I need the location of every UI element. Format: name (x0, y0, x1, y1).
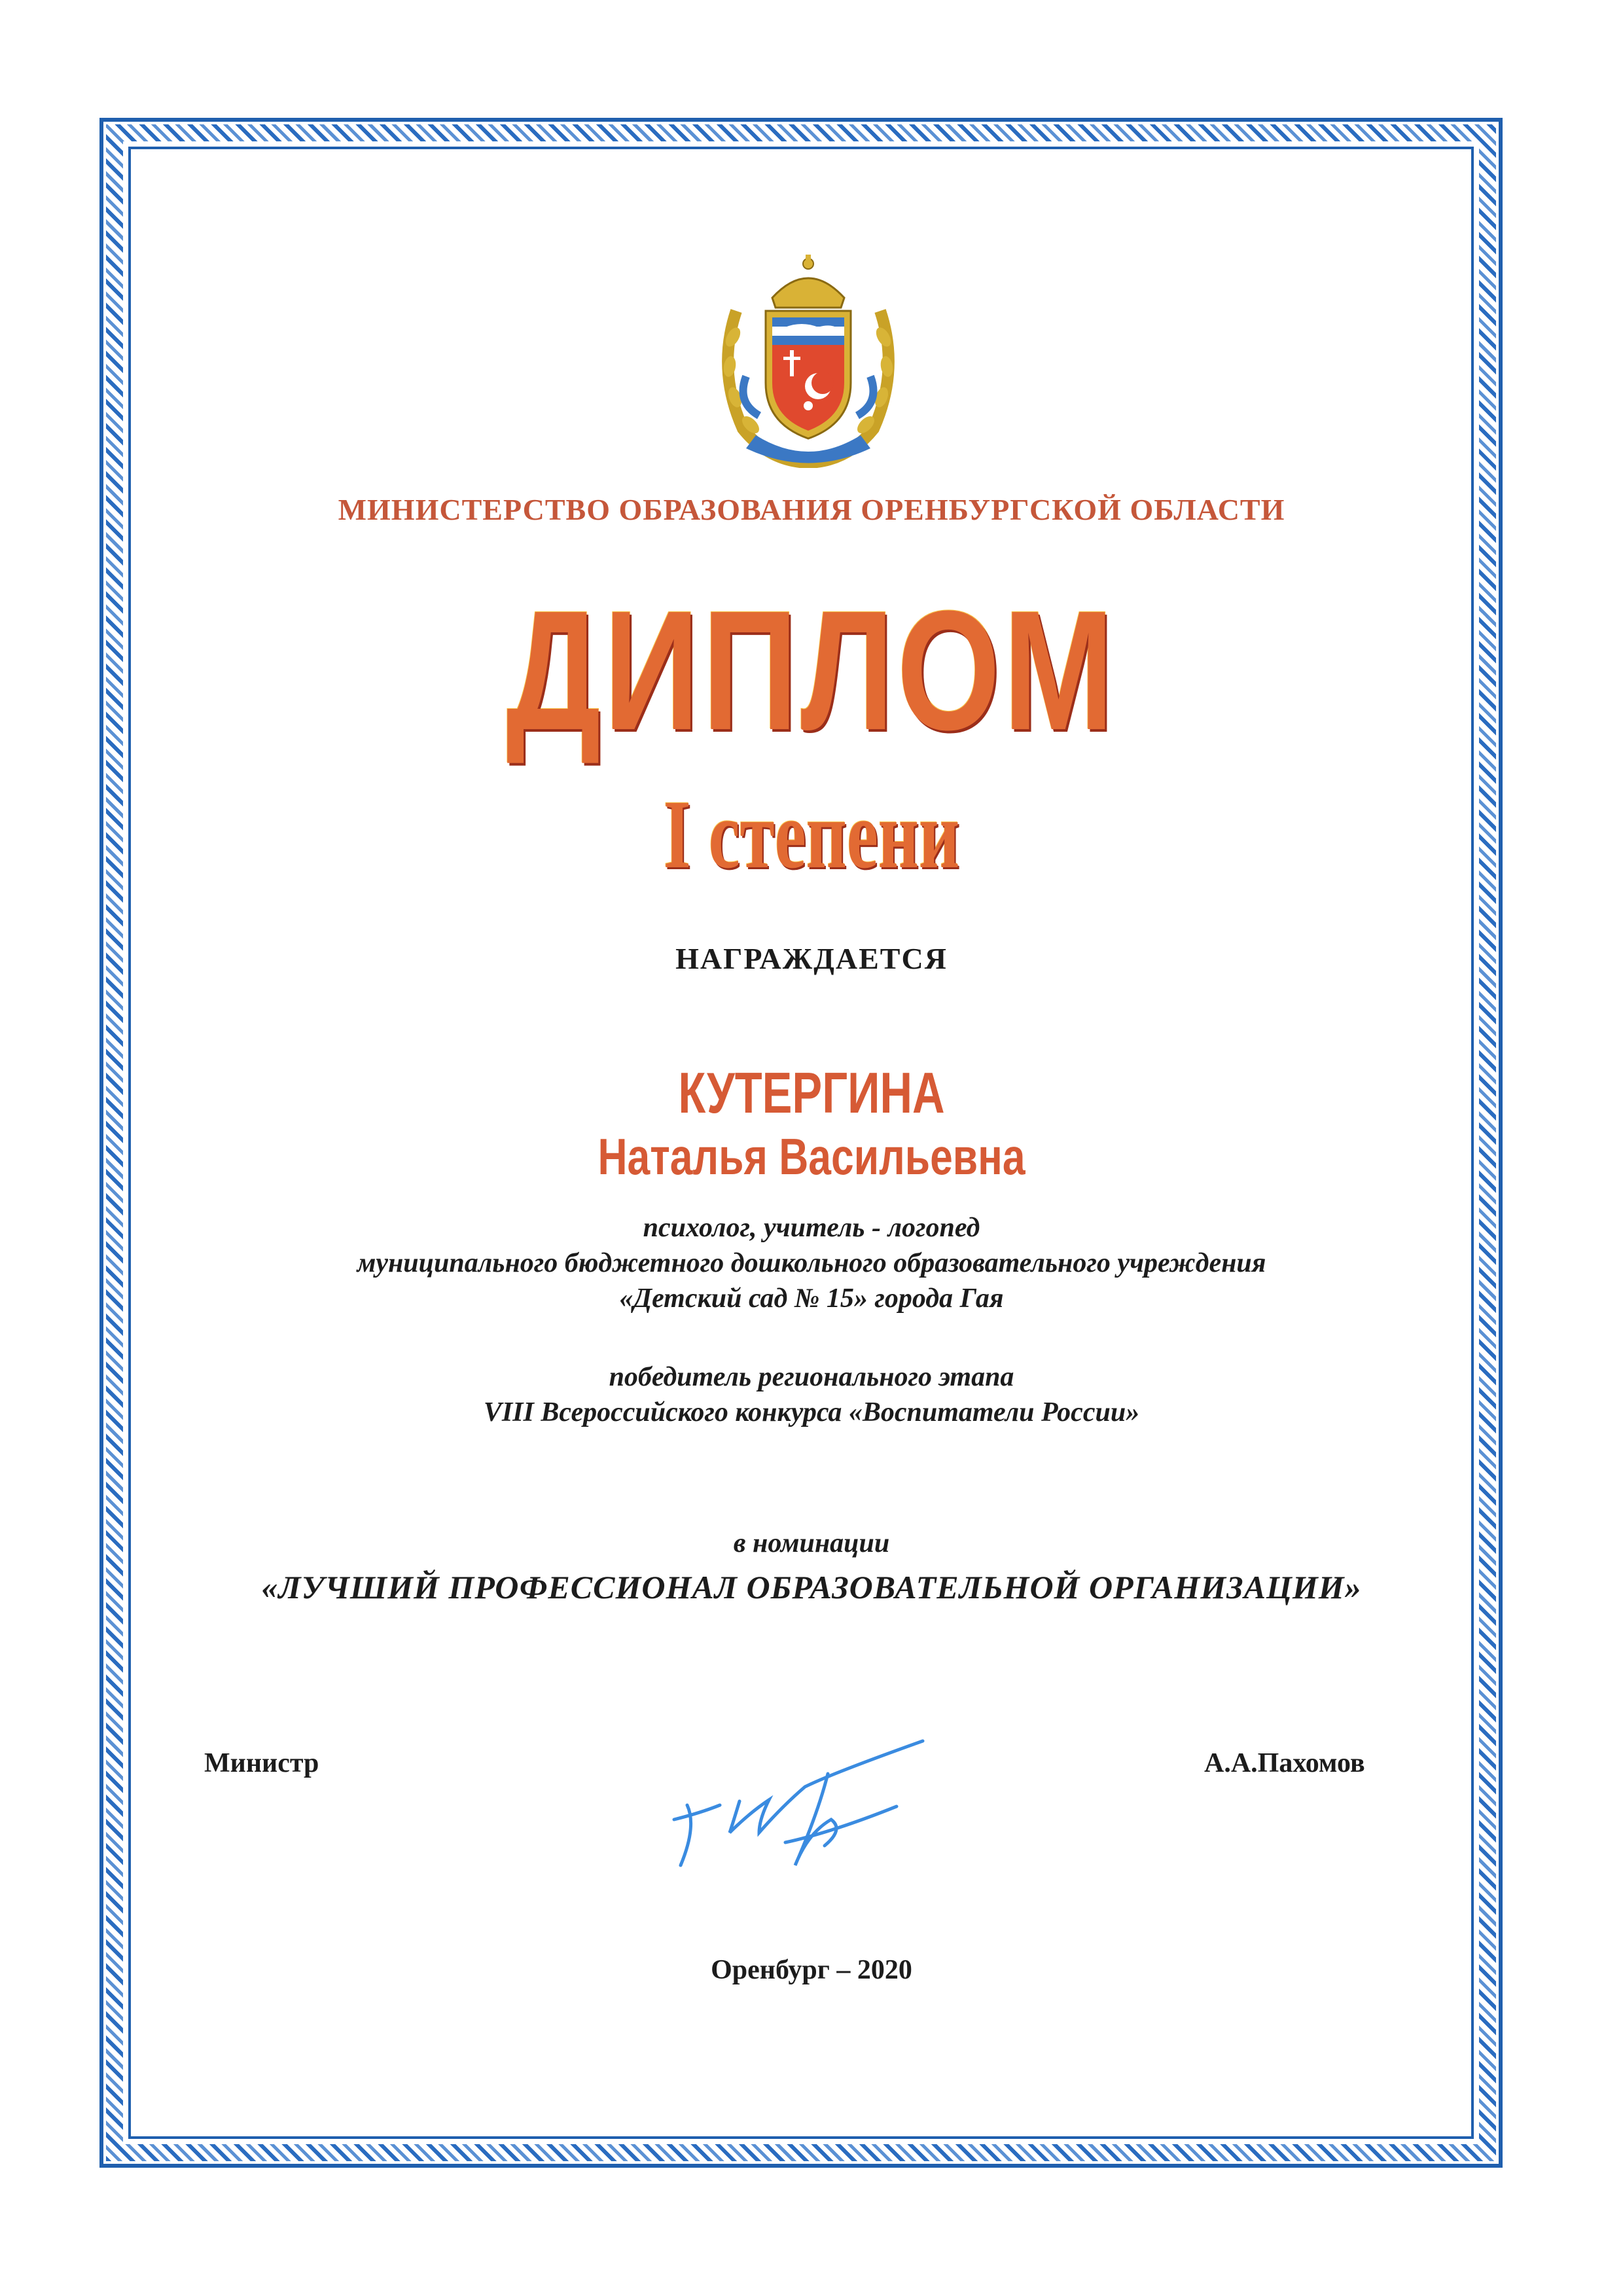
institution-line: муниципального бюджетного дошкольного образовательного учреждения (357, 1248, 1266, 1278)
recipient-given-names: Наталья Васильевна (597, 1128, 1026, 1185)
achievement-line: победитель регионального этапа (609, 1362, 1014, 1392)
position-line: психолог, учитель - логопед (643, 1213, 980, 1243)
orenburg-coat-of-arms-icon (710, 252, 906, 468)
place-and-year: Оренбург – 2020 (711, 1955, 912, 1985)
ministry-name: МИНИСТЕРСТВО ОБРАЗОВАНИЯ ОРЕНБУРГСКОЙ ОБЛАСТИ (338, 493, 1285, 526)
nomination-title: «ЛУЧШИЙ ПРОФЕССИОНАЛ ОБРАЗОВАТЕЛЬНОЙ ОРГАНИЗАЦИИ» (261, 1569, 1362, 1605)
contest-line: VIII Всероссийского конкурса «Воспитатели России» (483, 1397, 1140, 1427)
handwritten-signature (661, 1728, 936, 1878)
recipient-surname: КУТЕРГИНА (678, 1060, 945, 1125)
diploma-degree: I степени (663, 780, 960, 889)
institution-name-line: «Детский сад № 15» города Гая (619, 1283, 1004, 1314)
awarded-heading: НАГРАЖДАЕТСЯ (675, 942, 948, 975)
nomination-intro: в номинации (733, 1528, 890, 1558)
diploma-title: ДИПЛОМ (506, 576, 1117, 766)
signatory-name: А.А.Пахомов (1204, 1748, 1365, 1778)
signatory-title: Министр (204, 1748, 319, 1778)
